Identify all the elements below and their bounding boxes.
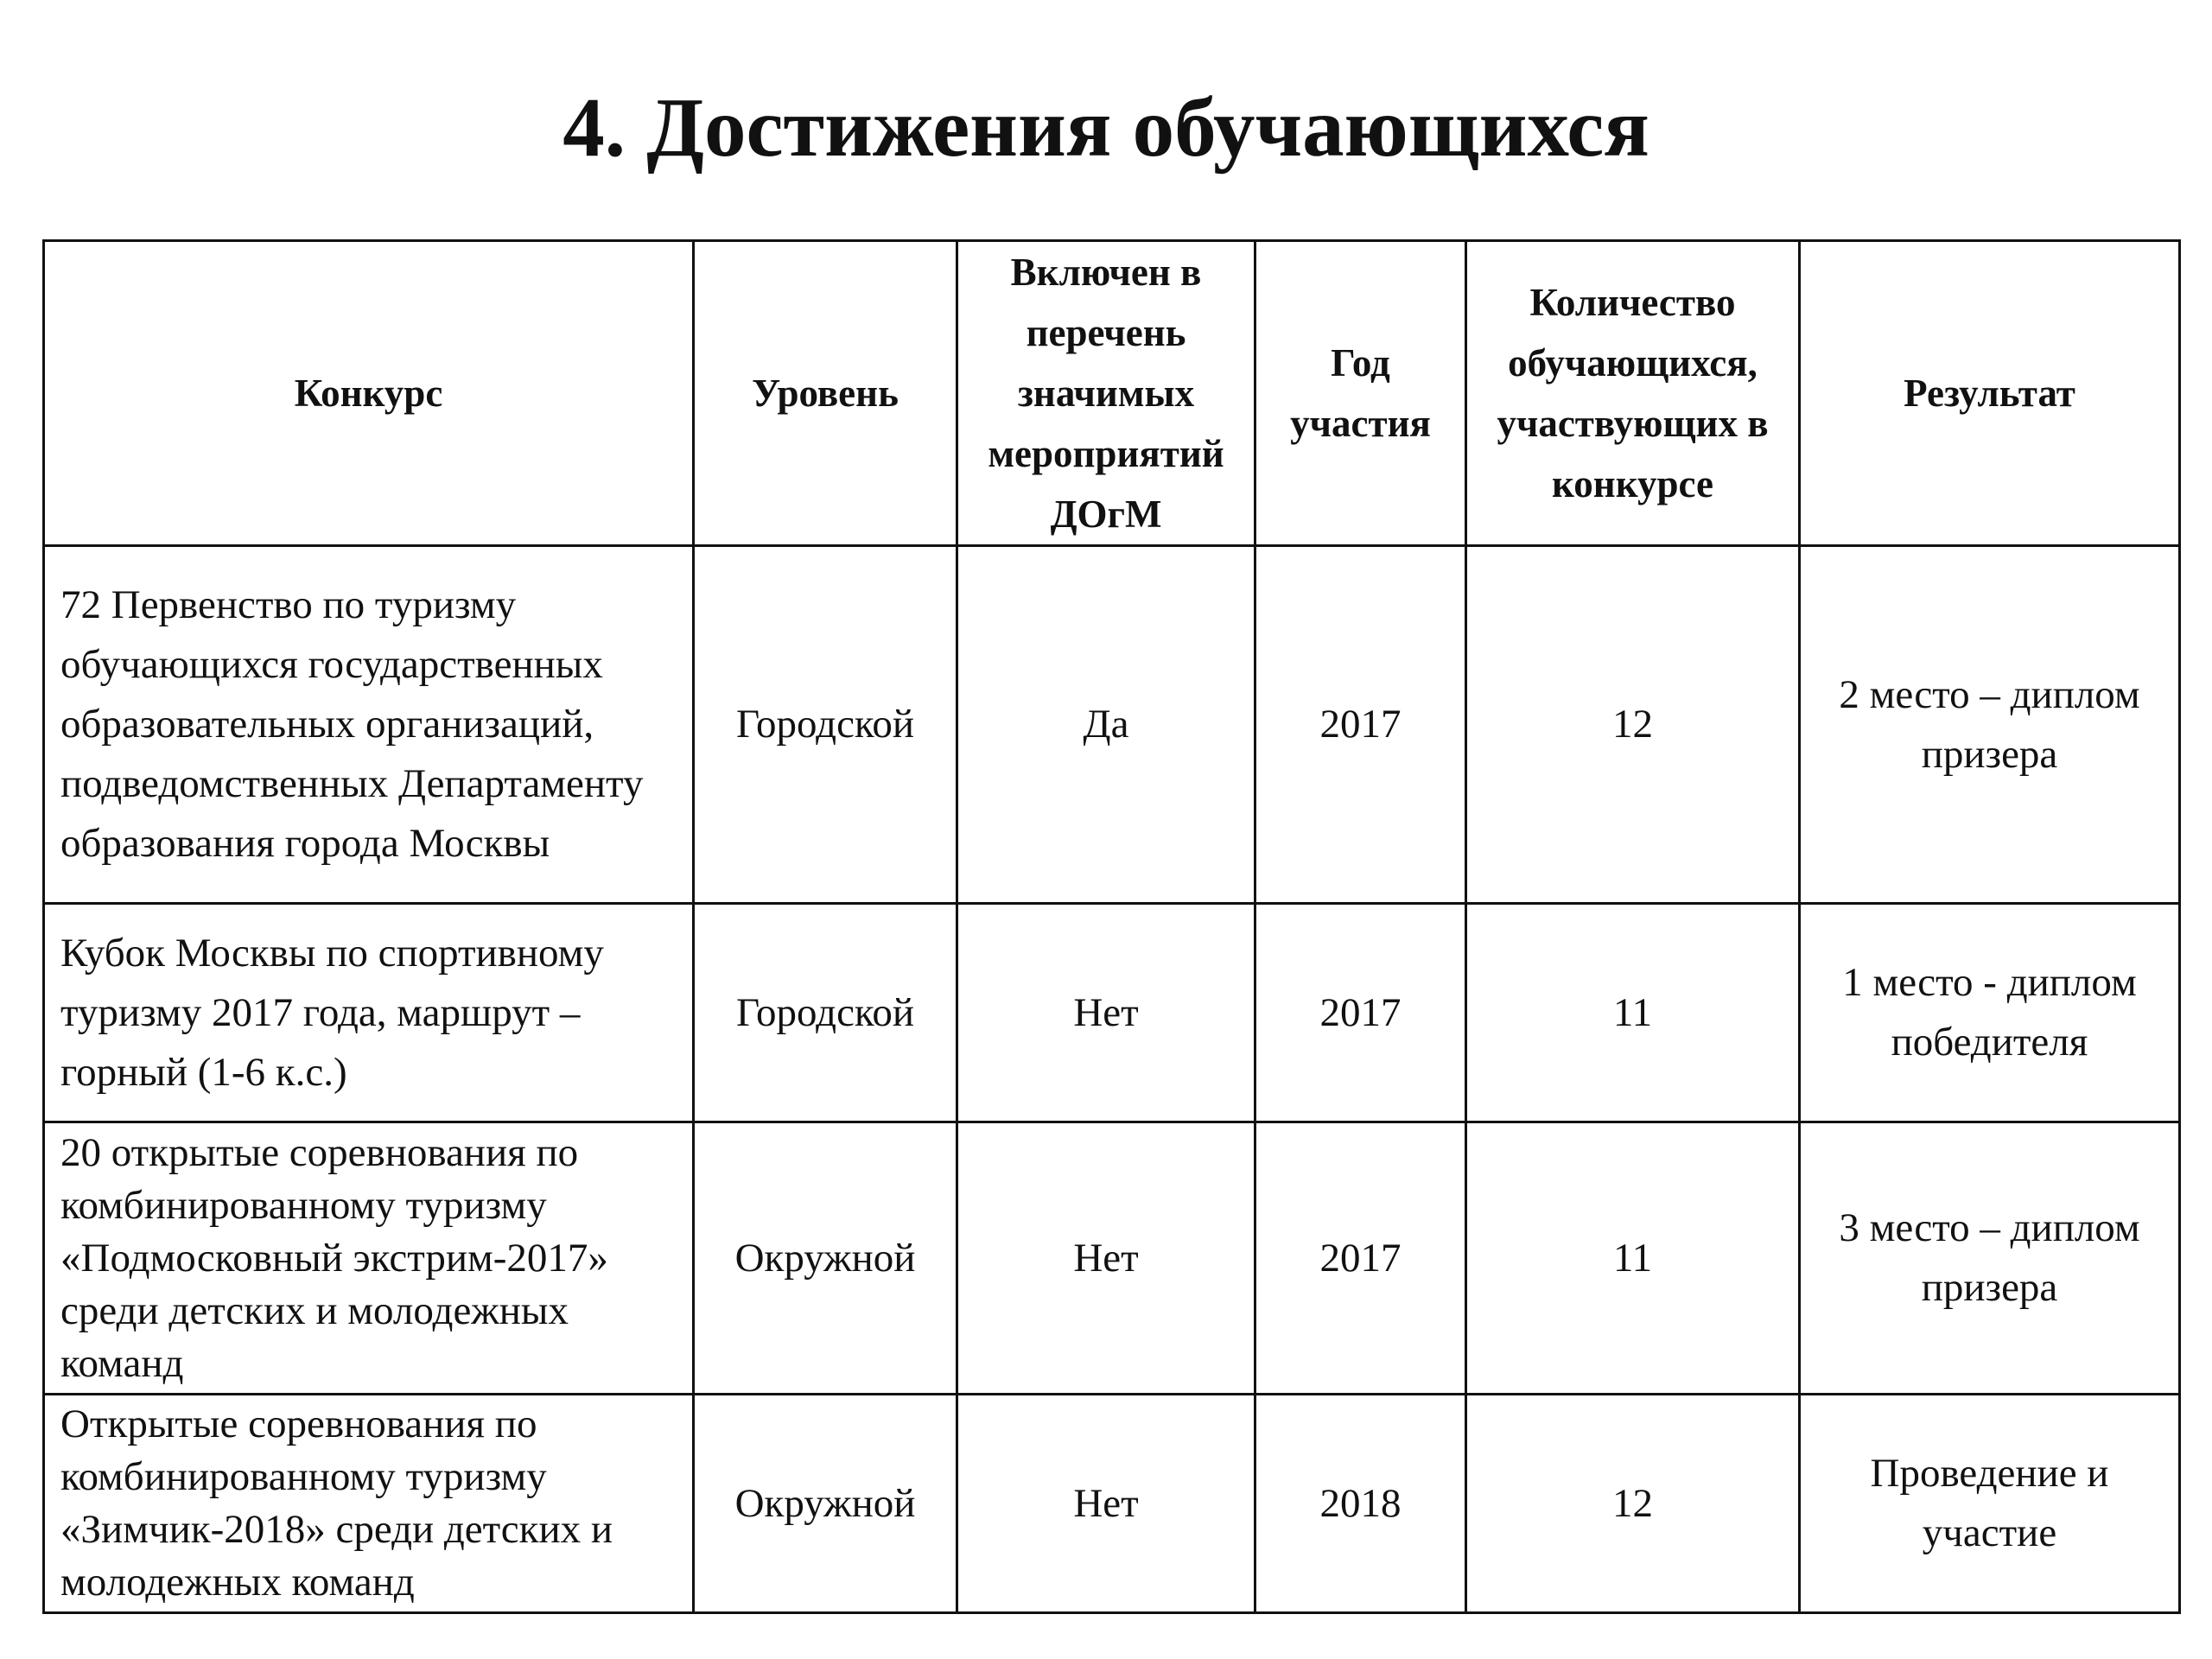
cell-included: Да bbox=[957, 546, 1255, 904]
header-result: Результат bbox=[1800, 241, 2180, 546]
header-contest: Конкурс bbox=[44, 241, 694, 546]
cell-result: 3 место – диплом призера bbox=[1800, 1122, 2180, 1395]
cell-level: Городской bbox=[694, 546, 957, 904]
cell-result: 2 место – диплом призера bbox=[1800, 546, 2180, 904]
cell-included: Нет bbox=[957, 1395, 1255, 1613]
cell-level: Окружной bbox=[694, 1122, 957, 1395]
cell-count: 11 bbox=[1466, 1122, 1800, 1395]
header-included: Включен в перечень значимых мероприятий ДОгМ bbox=[957, 241, 1255, 546]
cell-contest: 72 Первенство по туризму обучающихся государственных образовательных организаций, подведомственных Департаменту образования города Москвы bbox=[44, 546, 694, 904]
cell-contest: 20 открытые соревнования по комбинированному туризму «Подмосковный экстрим-2017» среди детских и молодежных команд bbox=[44, 1122, 694, 1395]
table-row bbox=[44, 904, 2180, 1122]
table-header-row bbox=[44, 241, 2180, 546]
cell-contest: Открытые соревнования по комбинированному туризму «Зимчик-2018» среди детских и молодежных команд bbox=[44, 1395, 694, 1613]
cell-level: Окружной bbox=[694, 1395, 957, 1613]
cell-included: Нет bbox=[957, 1122, 1255, 1395]
cell-contest: Кубок Москвы по спортивному туризму 2017 года, маршрут – горный (1-6 к.с.) bbox=[44, 904, 694, 1122]
header-count: Количество обучающихся, участвующих в конкурсе bbox=[1466, 241, 1800, 546]
table-row bbox=[44, 1395, 2180, 1613]
cell-result: 1 место - диплом победителя bbox=[1800, 904, 2180, 1122]
cell-count: 12 bbox=[1466, 1395, 1800, 1613]
cell-year: 2018 bbox=[1255, 1395, 1466, 1613]
table-row bbox=[44, 546, 2180, 904]
cell-included: Нет bbox=[957, 904, 1255, 1122]
achievements-table-container bbox=[42, 239, 2178, 1614]
cell-result: Проведение и участие bbox=[1800, 1395, 2180, 1613]
cell-level: Городской bbox=[694, 904, 957, 1122]
cell-year: 2017 bbox=[1255, 904, 1466, 1122]
header-year: Год участия bbox=[1255, 241, 1466, 546]
page-title: 4. Достижения обучающихся bbox=[563, 81, 1649, 174]
cell-year: 2017 bbox=[1255, 1122, 1466, 1395]
cell-year: 2017 bbox=[1255, 546, 1466, 904]
achievements-table bbox=[42, 239, 2181, 1614]
cell-count: 12 bbox=[1466, 546, 1800, 904]
table-row bbox=[44, 1122, 2180, 1395]
cell-count: 11 bbox=[1466, 904, 1800, 1122]
header-level: Уровень bbox=[694, 241, 957, 546]
